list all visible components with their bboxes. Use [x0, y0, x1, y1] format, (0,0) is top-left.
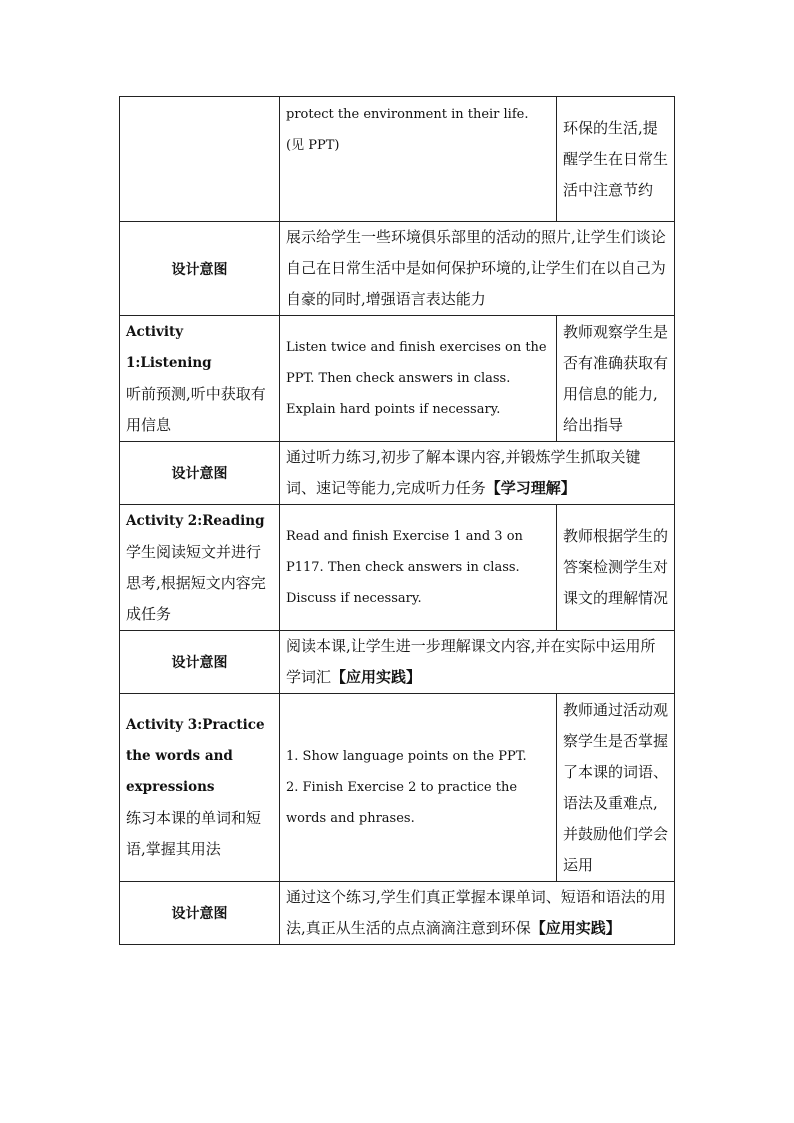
label-text: 设计意图: [171, 261, 228, 278]
cell-line: words and phrases.: [286, 811, 415, 826]
table-row: [120, 694, 675, 882]
design-intent-label: [120, 442, 280, 505]
table-row: [120, 505, 675, 631]
cell-line: 2. Finish Exercise 2 to practice the: [286, 780, 518, 795]
design-intent-label: [120, 882, 280, 945]
evaluation-text: 教师观察学生是否有准确获取有用信息的能力,给出指导: [563, 322, 669, 434]
activity-cell: [120, 316, 280, 442]
label-text: 设计意图: [171, 466, 228, 482]
method-cell: [280, 694, 557, 882]
activity-desc: 练习本课的单词和短语,掌握其用法: [126, 809, 262, 858]
activity-title: Activity 1:Listening: [126, 323, 212, 371]
design-intent-cell: [280, 882, 675, 945]
activity-desc: 听前预测,听中获取有用信息: [126, 384, 266, 434]
label-text: 设计意图: [171, 655, 228, 671]
design-intent-text: 通过听力练习,初步了解本课内容,并锻炼学生抓取关键词、速记等能力,完成听力任务: [286, 448, 641, 497]
activity-cell: [120, 505, 280, 631]
activity-title: expressions: [126, 779, 215, 795]
evaluation-text: 教师通过活动观察学生是否掌握了本课的词语、语法及重难点,并鼓励他们学会运用: [563, 700, 669, 874]
evaluation-cell: [557, 316, 675, 442]
design-intent-text: 阅读本课,让学生进一步理解课文内容,并在实际中运用所学词汇: [286, 637, 656, 686]
table-row: [120, 97, 675, 222]
design-intent-cell: [280, 631, 675, 694]
cell-line: P117. Then check answers in class.: [286, 560, 520, 575]
evaluation-text: 教师根据学生的答案检测学生对课文的理解情况: [563, 527, 669, 607]
empty-cell: [120, 97, 280, 222]
lesson-plan-table: [119, 96, 675, 945]
design-intent-text: 展示给学生一些环境俱乐部里的活动的照片,让学生们谈论自己在日常生活中是如何保护环境的,让学生们在以自己为自豪的同时,增强语言表达能力: [286, 228, 666, 308]
evaluation-cell: [557, 97, 675, 222]
evaluation-text: 环保的生活,提醒学生在日常生活中注意节约: [563, 118, 669, 199]
method-cell: [280, 505, 557, 631]
design-intent-cell: [280, 442, 675, 505]
table-row: [120, 222, 675, 316]
activity-title: Activity 3:Practice: [126, 717, 265, 733]
activity-title: Activity 2:Reading: [126, 512, 265, 529]
cell-line: PPT. Then check answers in class.: [286, 371, 511, 386]
table-row: [120, 631, 675, 694]
design-intent-label: [120, 222, 280, 316]
design-intent-text: 通过这个练习,学生们真正掌握本课单词、短语和语法的用法,真正从生活的点点滴滴注意到环保: [286, 888, 666, 937]
activity-desc: 学生阅读短文并进行思考,根据短文内容完成任务: [126, 542, 266, 623]
activity-cell: [120, 694, 280, 882]
literacy-tag: 【学习理解】: [485, 479, 576, 497]
table-row: [120, 882, 675, 945]
evaluation-cell: [557, 694, 675, 882]
cell-line: (见 PPT): [286, 138, 340, 153]
evaluation-cell: [557, 505, 675, 631]
literacy-tag: 【应用实践】: [331, 668, 422, 686]
activity-title: the words and: [126, 748, 233, 764]
cell-line: Discuss if necessary.: [286, 591, 422, 606]
design-intent-cell: [280, 222, 675, 316]
label-text: 设计意图: [171, 906, 228, 922]
cell-line: Explain hard points if necessary.: [286, 402, 501, 417]
method-cell: [280, 316, 557, 442]
method-cell: [280, 97, 557, 222]
design-intent-label: [120, 631, 280, 694]
table-row: [120, 316, 675, 442]
cell-line: 1. Show language points on the PPT.: [286, 749, 527, 764]
literacy-tag: 【应用实践】: [530, 919, 621, 937]
table-row: [120, 442, 675, 505]
cell-line: Listen twice and finish exercises on the: [286, 340, 547, 355]
cell-line: protect the environment in their life.: [286, 107, 529, 122]
cell-line: Read and finish Exercise 1 and 3 on: [286, 529, 523, 544]
